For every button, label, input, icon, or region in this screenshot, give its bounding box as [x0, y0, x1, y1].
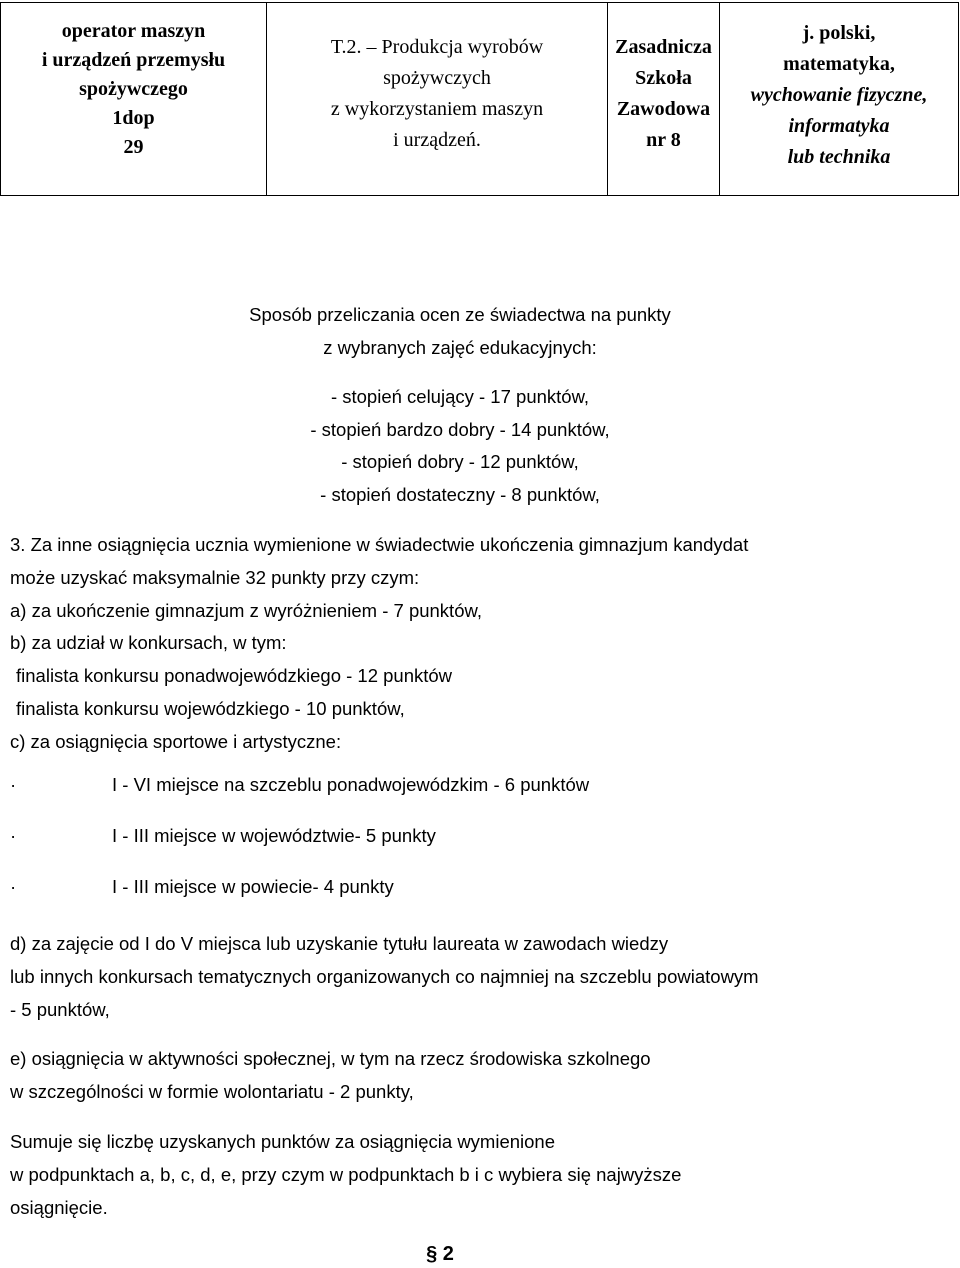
subjects-cell — [720, 3, 959, 196]
point-d-line: lub innych konkursach tematycznych organizowanych co najmniej na szczeblu powiatowym — [10, 966, 759, 987]
qualification-line: i urządzeń. — [393, 129, 481, 151]
class-code: 1dop — [112, 107, 155, 129]
summary-line: Sumuje się liczbę uzyskanych punktów za osiągnięcia wymienione — [10, 1131, 556, 1152]
profession-line: i urządzeń przemysłu — [41, 49, 226, 71]
section-line: a) za ukończenie gimnazjum z wyróżnieniem - 7 punktów, — [10, 599, 482, 621]
bullet-item — [10, 774, 589, 796]
grade-item: - stopień dostateczny - 8 punktów, — [320, 483, 600, 505]
conversion-heading — [0, 298, 920, 364]
section-line: finalista konkursu ponadwojewódzkiego - 12 punktów — [16, 665, 453, 687]
section-3 — [10, 529, 950, 759]
summary-line: osiągnięcie. — [10, 1197, 108, 1218]
school-line: Szkoła — [635, 67, 692, 89]
subject-line: informatyka — [788, 115, 890, 137]
section-line: b) za udział w konkursach, w tym: — [10, 632, 287, 654]
class-count: 29 — [123, 136, 144, 158]
section-mark: § 2 — [426, 1243, 454, 1265]
point-e-line: e) osiągnięcia w aktywności społecznej, w tym na rzecz środowiska szkolnego — [10, 1048, 651, 1069]
bullet-item — [10, 876, 394, 898]
bullet-text: I - III miejsce w powiecie- 4 punkty — [112, 876, 394, 897]
subject-line: lub technika — [787, 146, 891, 168]
point-e-line: w szczególności w formie wolontariatu - 2 punkty, — [10, 1081, 414, 1102]
point-e — [10, 1042, 950, 1108]
bullet-dot: · — [10, 876, 17, 897]
grade-item: - stopień dobry - 12 punktów, — [341, 451, 579, 472]
school-profile-table — [0, 2, 959, 196]
profession-cell — [1, 3, 267, 196]
grade-item: - stopień bardzo dobry - 14 punktów, — [310, 418, 610, 440]
bullet-dot: · — [10, 774, 17, 795]
school-line: Zasadnicza — [615, 36, 712, 58]
section-line: finalista konkursu wojewódzkiego - 10 punktów, — [16, 697, 405, 719]
summary-line: w podpunktach a, b, c, d, e, przy czym w podpunktach b i c wybiera się najwyższe — [10, 1164, 682, 1185]
section-line: może uzyskać maksymalnie 32 punkty przy czym: — [10, 566, 420, 588]
qualification-line: T.2. – Produkcja wyrobów — [330, 36, 544, 58]
grade-item: - stopień celujący - 17 punktów, — [330, 386, 590, 407]
school-line: Zawodowa — [616, 98, 711, 120]
school-line: nr 8 — [646, 129, 681, 151]
point-d — [10, 927, 950, 1026]
qualification-line: spożywczych — [383, 67, 491, 89]
point-d-line: - 5 punktów, — [10, 999, 110, 1020]
bullet-dot: · — [10, 825, 17, 846]
grade-points-list — [0, 381, 920, 511]
point-d-line: d) za zajęcie od I do V miejsca lub uzyskanie tytułu laureata w zawodach wiedzy — [10, 933, 669, 954]
heading-line: z wybranych zajęć edukacyjnych: — [323, 337, 597, 358]
subject-line: wychowanie fizyczne, — [750, 84, 928, 106]
section-line: 3. Za inne osiągnięcia ucznia wymienione w świadectwie ukończenia gimnazjum kandydat — [10, 534, 749, 555]
profession-line: operator maszyn — [61, 20, 206, 42]
school-cell — [608, 3, 720, 196]
subject-line: j. polski, — [802, 22, 876, 44]
qualification-cell — [267, 3, 608, 196]
qualification-line: z wykorzystaniem maszyn — [330, 98, 544, 120]
subject-line: matematyka, — [783, 53, 895, 75]
heading-line: Sposób przeliczania ocen ze świadectwa na punkty — [249, 304, 671, 325]
summary — [10, 1125, 950, 1224]
bullet-text: I - III miejsce w województwie- 5 punkty — [112, 825, 436, 846]
bullet-item — [10, 825, 436, 847]
section-line: c) za osiągnięcia sportowe i artystyczne: — [10, 730, 342, 752]
profession-line: spożywczego — [79, 78, 188, 100]
table-row — [1, 3, 959, 196]
bullet-text: I - VI miejsce na szczeblu ponadwojewódzkim - 6 punktów — [112, 774, 590, 795]
